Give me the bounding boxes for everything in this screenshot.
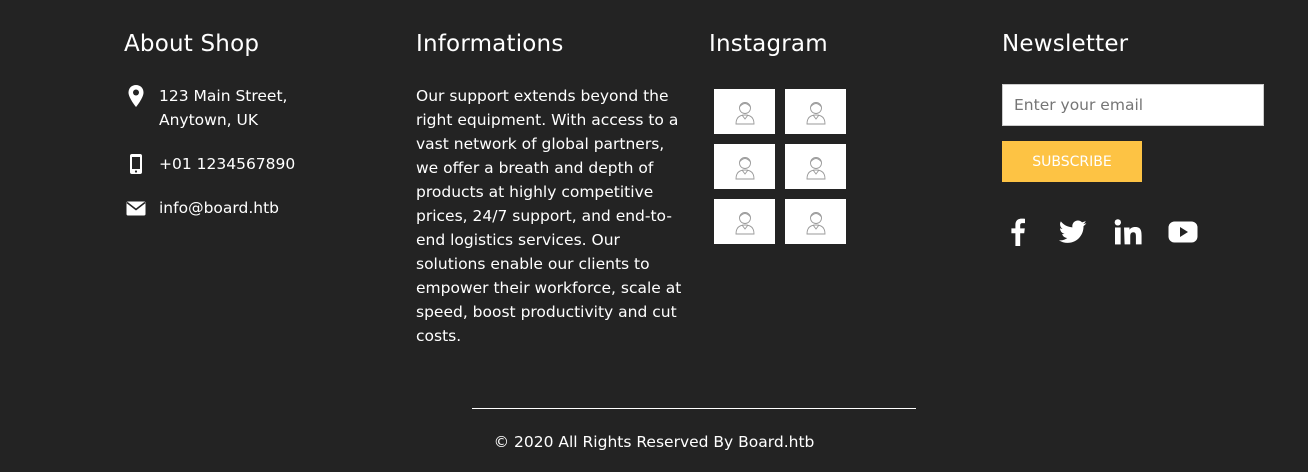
envelope-icon <box>124 196 148 220</box>
instagram-tile[interactable] <box>785 89 846 134</box>
email-address: info@board.htb <box>159 199 279 217</box>
informations-text: Our support extends beyond the right equipment. With access to a vast network of global partners, we offer a breath and depth of products at highly competitive prices, 24/7 support, and end-to-end logistics services. Our solutions enable our clients to empower their workforce, scale at speed, boost productivity and cut costs. <box>416 87 682 345</box>
instagram-tile[interactable] <box>714 199 775 244</box>
facebook-icon[interactable] <box>1002 216 1034 248</box>
newsletter-email-input[interactable] <box>1002 84 1264 126</box>
informations-section <box>416 28 684 345</box>
social-links <box>1002 216 1222 248</box>
person-icon <box>805 99 827 125</box>
twitter-icon[interactable] <box>1057 216 1089 248</box>
person-icon <box>805 154 827 180</box>
instagram-tile[interactable] <box>714 89 775 134</box>
instagram-tile[interactable] <box>785 199 846 244</box>
person-icon <box>734 209 756 235</box>
address-line-1: 123 Main Street, <box>159 87 288 105</box>
youtube-icon[interactable] <box>1167 216 1199 248</box>
mobile-phone-icon <box>124 152 148 176</box>
about-shop-section <box>124 28 384 217</box>
contact-email <box>124 196 279 220</box>
instagram-tile[interactable] <box>785 144 846 189</box>
contact-address <box>124 84 287 132</box>
person-icon <box>734 99 756 125</box>
instagram-section <box>709 28 969 60</box>
contact-phone <box>124 152 295 176</box>
informations-title: Informations <box>416 31 564 57</box>
instagram-grid <box>714 89 846 244</box>
linkedin-icon[interactable] <box>1112 216 1144 248</box>
location-pin-icon <box>124 84 148 108</box>
copyright-text: © 2020 All Rights Reserved By Board.htb <box>493 433 815 451</box>
person-icon <box>805 209 827 235</box>
instagram-title: Instagram <box>709 31 828 57</box>
phone-number: +01 1234567890 <box>159 155 296 173</box>
person-icon <box>734 154 756 180</box>
newsletter-section <box>1002 28 1264 170</box>
address-line-2: Anytown, UK <box>159 111 259 129</box>
footer-divider <box>472 408 916 409</box>
newsletter-title: Newsletter <box>1002 31 1129 57</box>
about-shop-title: About Shop <box>124 31 260 57</box>
subscribe-button[interactable]: SUBSCRIBE <box>1002 141 1142 182</box>
instagram-tile[interactable] <box>714 144 775 189</box>
